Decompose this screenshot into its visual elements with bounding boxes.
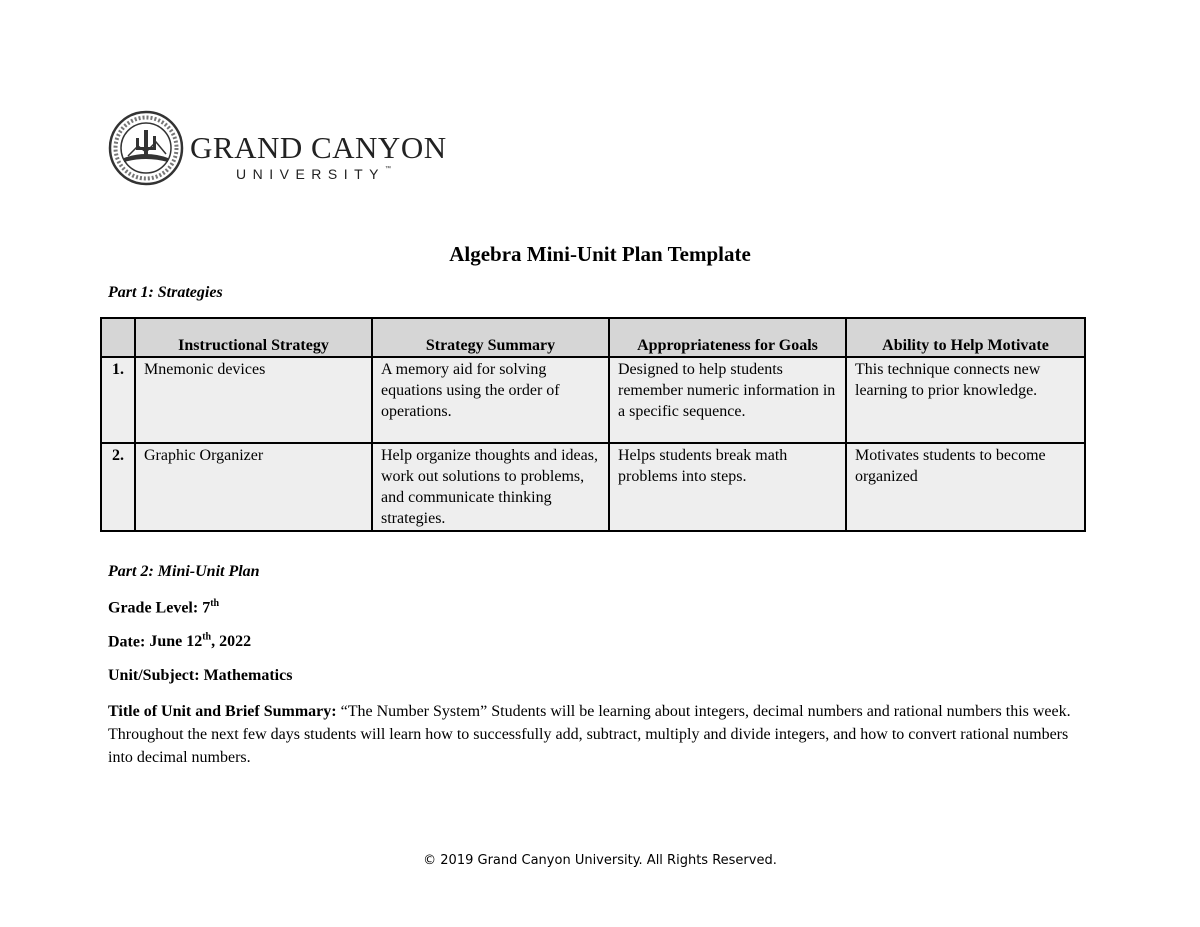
unit-subject-label: Unit/Subject: bbox=[108, 667, 200, 684]
table-row bbox=[101, 443, 1085, 531]
cell-summary: Help organize thoughts and ideas, work out solutions to problems, and communicate thinking strategies. bbox=[372, 443, 609, 531]
cell-strategy: Mnemonic devices bbox=[135, 357, 372, 443]
unit-subject-field bbox=[108, 667, 292, 685]
cell-motivate: Motivates students to become organized bbox=[846, 443, 1085, 531]
page-title: Algebra Mini-Unit Plan Template bbox=[449, 242, 751, 266]
cell-goals: Helps students break math problems into steps. bbox=[609, 443, 846, 531]
cell-goals: Designed to help students remember numeric information in a specific sequence. bbox=[609, 357, 846, 443]
logo-subtitle: UNIVERSITY™ bbox=[236, 166, 392, 182]
cell-motivate: This technique connects new learning to prior knowledge. bbox=[846, 357, 1085, 443]
grade-level-value: 7 bbox=[202, 599, 211, 617]
header-number bbox=[101, 318, 135, 357]
unit-subject-value: Mathematics bbox=[203, 667, 293, 684]
row-number: 1. bbox=[101, 357, 135, 443]
cell-summary: A memory aid for solving equations using the order of operations. bbox=[372, 357, 609, 443]
grade-level-label: Grade Level: bbox=[108, 599, 199, 617]
header-strategy-summary: Strategy Summary bbox=[372, 318, 609, 357]
summary-text: “The Number System” Students will be learning about integers, decimal numbers and rational numbers this week. Throughout the next few days students will learn how to successfully add, subtract, multiply and divide integers, and how to convert rational numbers into decimal numbers. bbox=[108, 703, 1071, 766]
header-appropriateness: Appropriateness for Goals bbox=[609, 318, 846, 357]
logo-wordmark: GRAND CANYON bbox=[190, 130, 447, 165]
unit-summary bbox=[108, 700, 1088, 769]
table-row bbox=[101, 357, 1085, 443]
summary-label: Title of Unit and Brief Summary: bbox=[108, 703, 337, 720]
grade-level-field: Grade Level: 7th bbox=[108, 598, 220, 617]
date-field bbox=[108, 632, 251, 651]
date-label: Date: bbox=[108, 633, 146, 651]
copyright-footer: © 2019 Grand Canyon University. All Rights Reserved. bbox=[423, 853, 777, 868]
date-value: June 12th, 2022 bbox=[149, 632, 252, 651]
university-logo bbox=[108, 108, 448, 188]
strategies-table bbox=[100, 317, 1086, 532]
part1-heading: Part 1: Strategies bbox=[108, 284, 223, 301]
header-instructional-strategy: Instructional Strategy bbox=[135, 318, 372, 357]
cell-strategy: Graphic Organizer bbox=[135, 443, 372, 531]
university-seal-icon bbox=[108, 110, 184, 186]
part2-heading: Part 2: Mini-Unit Plan bbox=[108, 563, 260, 580]
table-header-row bbox=[101, 318, 1085, 357]
header-motivate: Ability to Help Motivate bbox=[846, 318, 1085, 357]
row-number: 2. bbox=[101, 443, 135, 531]
